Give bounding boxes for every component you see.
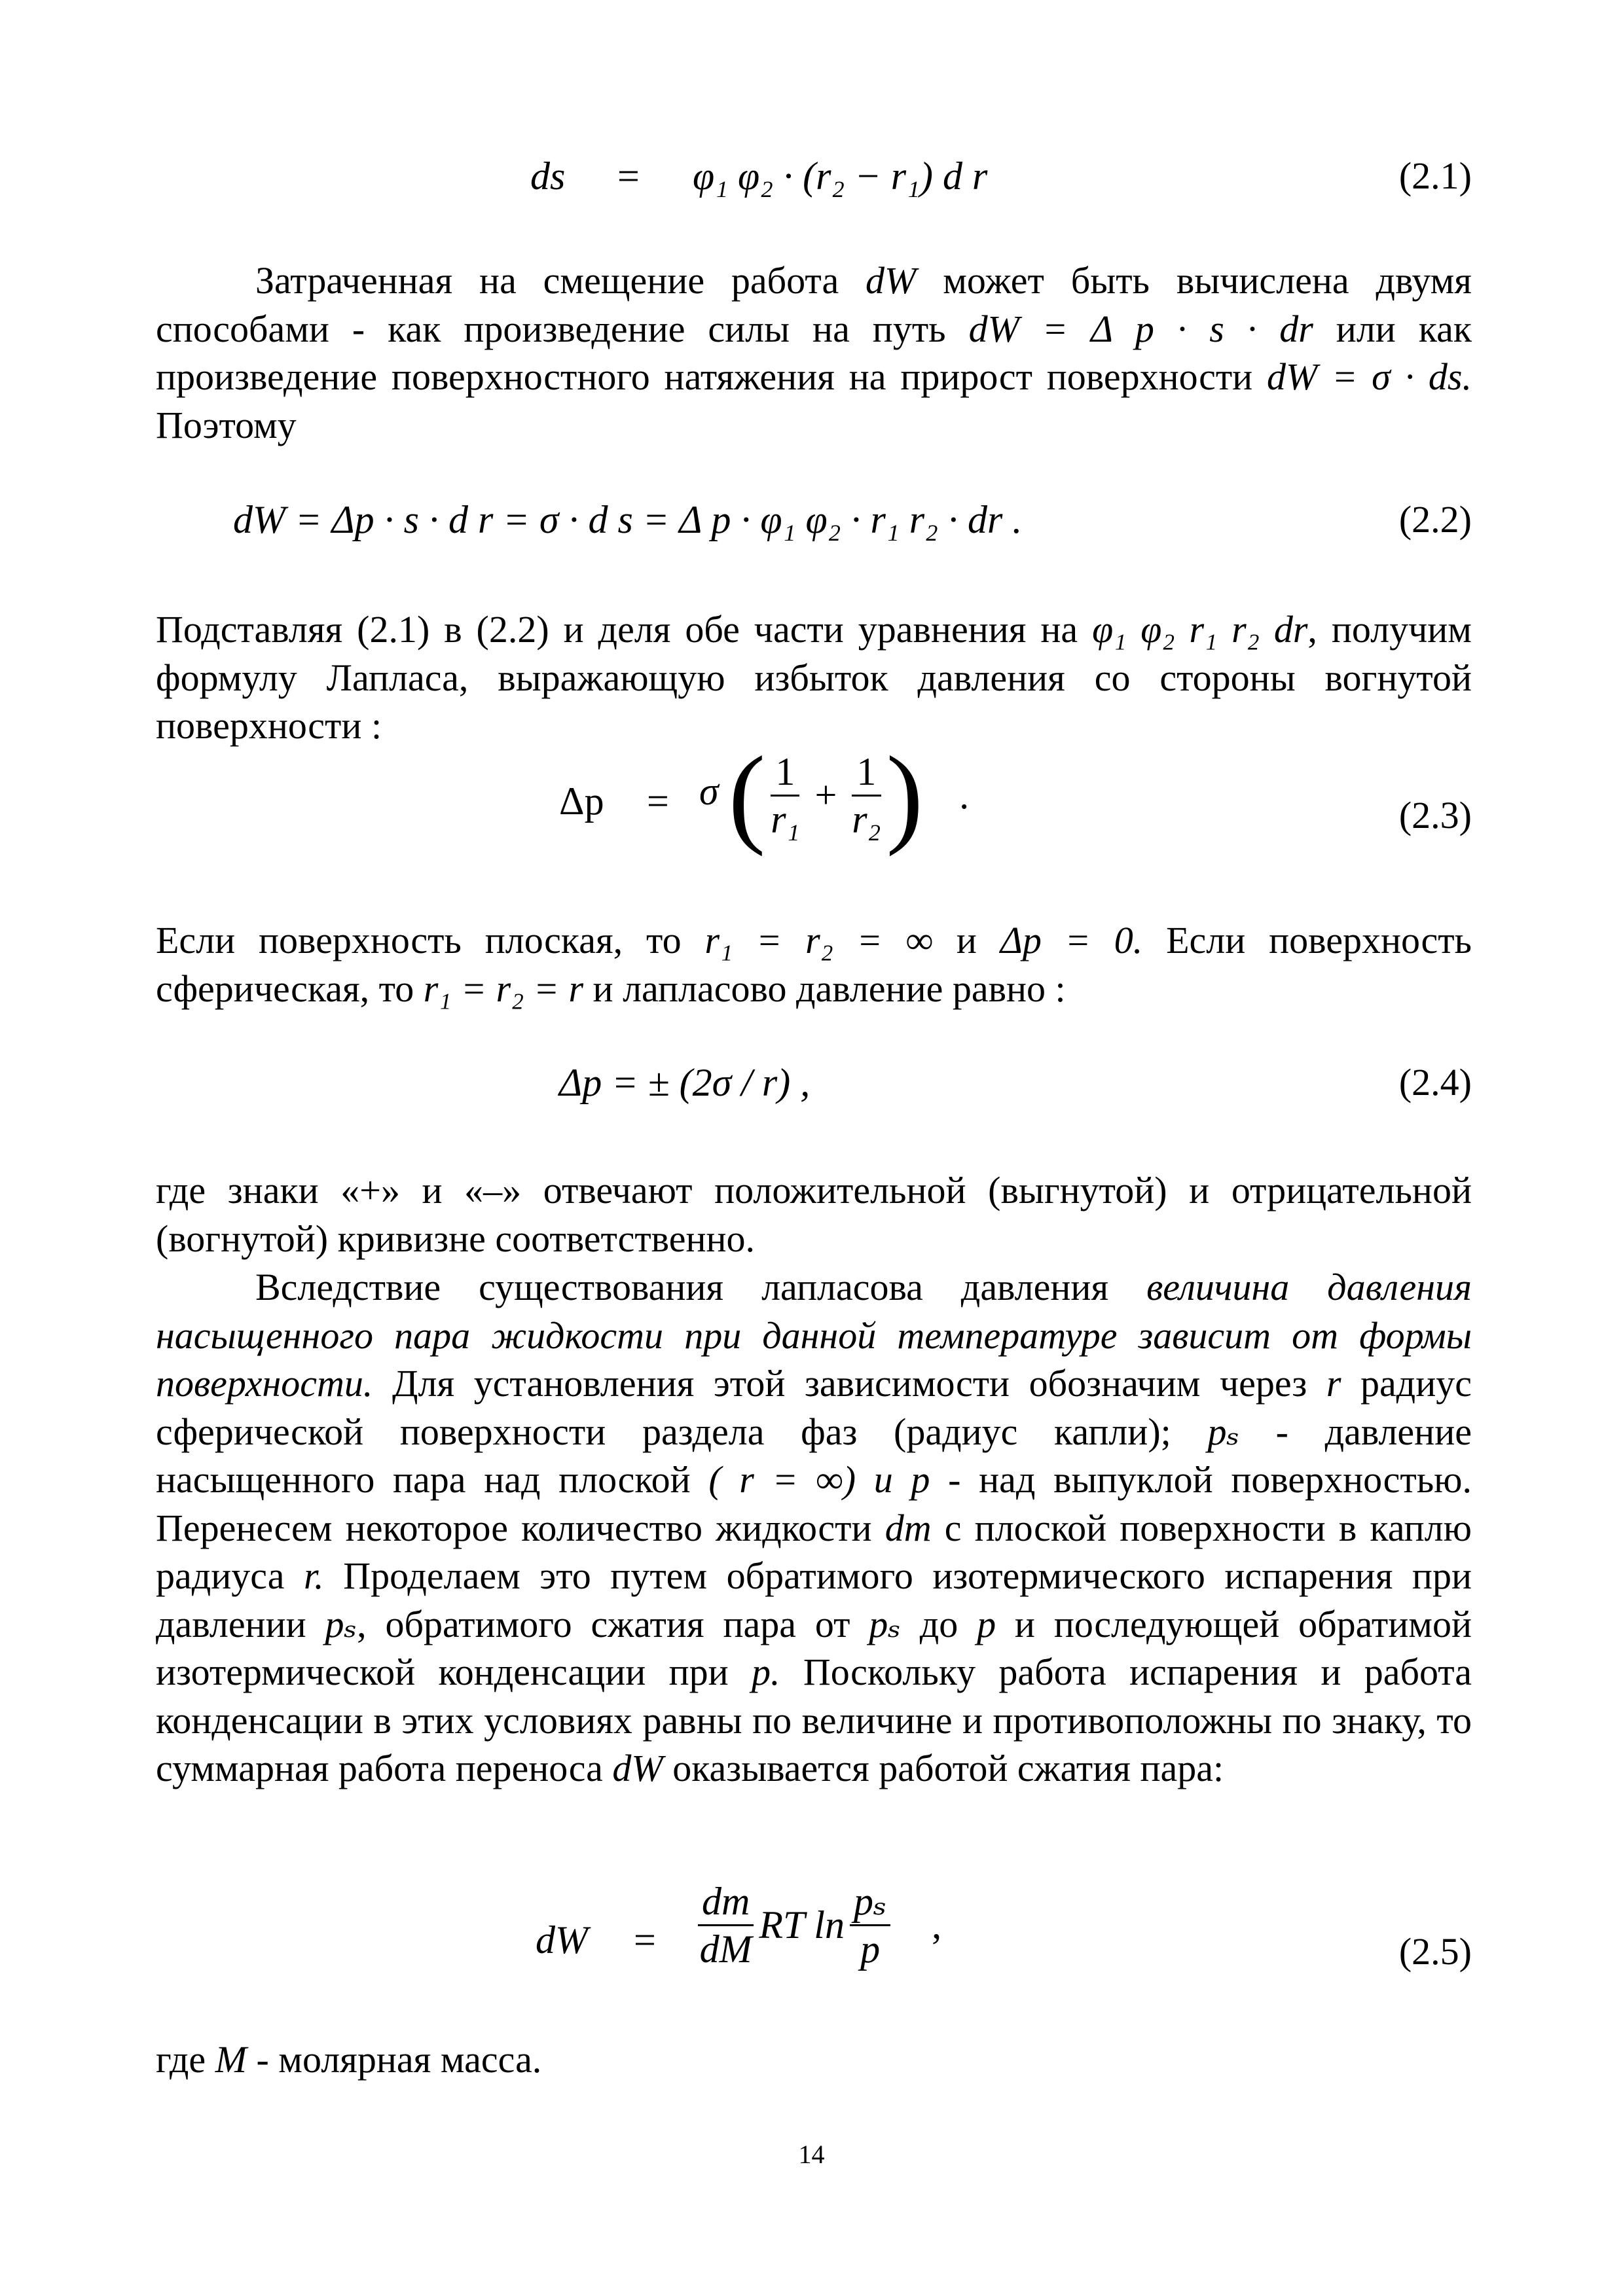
sigma: σ <box>699 769 719 813</box>
formula: φ₁ φ₂ r₁ r₂ dr <box>1092 608 1308 651</box>
formula: dW = Δ p · s · dr <box>968 307 1313 350</box>
formula: ( r = ∞) и p <box>708 1458 930 1501</box>
equation-2-5-eq: = <box>634 1918 656 1962</box>
italic-statement: величина давления насыщенного пара жидкости при данной температуре зависит от формы поверхности. <box>156 1266 1472 1405</box>
paragraph-flat-spherical <box>156 916 1472 1013</box>
denominator: p <box>860 1928 881 1971</box>
text: Поэтому <box>156 403 297 446</box>
paragraph-saturated-vapor <box>156 1263 1472 1793</box>
page-number: 14 <box>798 2140 825 2169</box>
text: и последующей обратимой изотермической конденсации при <box>156 1602 1472 1693</box>
equation-2-3-lhs: Δp <box>559 780 604 823</box>
fraction-1-r1 <box>771 749 799 842</box>
equation-2-3-eq: = <box>647 780 669 823</box>
comma: , <box>932 1903 942 1946</box>
equation-2-2-body: dW = Δp · s · d r = σ · d s = Δ p · φ₁ φ₂ · r₁ r₂ · dr . <box>233 498 1023 541</box>
fraction-ps-p <box>850 1878 890 1972</box>
denominator: r₂ <box>852 797 881 841</box>
text: до <box>900 1602 977 1645</box>
text: и лапласово давление равно : <box>583 967 1066 1010</box>
equation-2-5-rhs <box>693 1878 941 1972</box>
text: с плоской поверхности в каплю радиуса <box>156 1506 1472 1597</box>
formula: dW = σ · ds. <box>1267 355 1472 398</box>
denominator: r₁ <box>771 797 800 841</box>
equation-2-5-number: (2.5) <box>1398 1930 1472 1973</box>
equation-2-3-rhs <box>699 734 970 857</box>
text: где знаки «+» и «–» отвечают положительной (выгнутой) и отрицательной (вогнутой) кривизне соответственно. <box>156 1169 1472 1260</box>
right-paren: ) <box>886 734 924 857</box>
equation-2-2-number: (2.2) <box>1398 498 1472 541</box>
text: Вследствие существования лапласова давления <box>255 1266 1147 1308</box>
text: - давление насыщенного пара над плоской <box>156 1410 1472 1501</box>
text: Подставляя (2.1) в (2.2) и деля обе части уравнения на <box>156 608 1093 651</box>
text: Для установления этой зависимости обозначим через <box>373 1362 1326 1405</box>
paragraph-laplace-intro <box>156 605 1472 750</box>
equation-2-3 <box>156 734 1472 870</box>
text: , обратимого сжатия пара от <box>357 1602 869 1645</box>
equation-2-1-rhs: φ₁ φ₂ · (r₂ − r₁) d r <box>693 154 988 198</box>
equation-2-1 <box>156 154 1472 226</box>
text: где <box>156 2038 215 2081</box>
text: Если поверхность плоская, то <box>156 919 705 961</box>
formula: M <box>215 2038 247 2081</box>
formula: r. <box>304 1554 324 1597</box>
formula: p <box>977 1602 996 1645</box>
formula: pₛ <box>869 1602 901 1645</box>
formula: pₛ <box>1207 1410 1239 1453</box>
text: Затраченная на смещение работа <box>255 259 866 302</box>
numerator: 1 <box>771 749 799 797</box>
equation-2-3-number: (2.3) <box>1398 794 1472 836</box>
text: оказывается работой сжатия пара: <box>663 1747 1224 1789</box>
formula: Δp = 0. <box>1000 919 1143 961</box>
formula: p. <box>752 1651 780 1693</box>
fraction-1-r2 <box>852 749 881 842</box>
formula: pₛ <box>325 1602 357 1645</box>
text: или как произведение поверхностного натяжения на прирост поверхности <box>156 307 1472 398</box>
text: и <box>933 919 1000 961</box>
formula: r₁ = r₂ = r <box>423 967 584 1010</box>
formula: r₁ = r₂ = ∞ <box>704 919 934 961</box>
text: Проделаем это путем обратимого изотермического испарения при давлении <box>156 1554 1472 1645</box>
formula: r <box>1326 1362 1341 1405</box>
text: - над выпуклой поверхностью. Перенесем некоторое количество жидкости <box>156 1458 1472 1549</box>
equation-2-5-lhs: dW <box>536 1918 588 1962</box>
text: радиус сферической поверхности раздела фаз (радиус капли); <box>156 1362 1472 1453</box>
equation-2-1-eq: = <box>617 154 640 198</box>
equation-2-5 <box>156 1878 1472 2009</box>
text: Если поверхность сферическая, то <box>156 919 1472 1010</box>
numerator: pₛ <box>850 1878 890 1926</box>
denominator: dM <box>699 1928 752 1971</box>
equation-2-4-number: (2.4) <box>1398 1061 1472 1103</box>
fraction-dm-dM <box>698 1878 754 1972</box>
period: . <box>959 773 970 817</box>
left-paren: ( <box>728 734 766 857</box>
paragraph-work <box>156 257 1472 449</box>
plus-sign: + <box>814 773 837 817</box>
numerator: dm <box>698 1878 754 1926</box>
text: может быть вычислена двумя способами - как произведение силы на путь <box>156 259 1472 350</box>
text: - молярная масса. <box>246 2038 542 2081</box>
equation-2-1-lhs: ds <box>530 154 566 198</box>
text: Поскольку работа испарения и работа конденсации в этих условиях равны по величине и противоположны по знаку, то суммарная работа переноса <box>156 1651 1472 1789</box>
formula: dm <box>884 1506 932 1549</box>
rt-ln: RT ln <box>759 1903 845 1946</box>
equation-2-4 <box>156 1060 1472 1132</box>
paragraph-signs <box>156 1166 1472 1263</box>
text: , получим формулу Лапласа, выражающую избыток давления со стороны вогнутой поверхности : <box>156 608 1472 747</box>
equation-2-2 <box>156 497 1472 569</box>
formula: dW <box>866 259 917 302</box>
formula: dW <box>612 1747 663 1789</box>
paragraph-molar-mass <box>156 2036 1472 2084</box>
numerator: 1 <box>852 749 881 797</box>
equation-2-1-number: (2.1) <box>1398 154 1472 197</box>
equation-2-4-body: Δp = ± (2σ / r) , <box>559 1061 811 1104</box>
